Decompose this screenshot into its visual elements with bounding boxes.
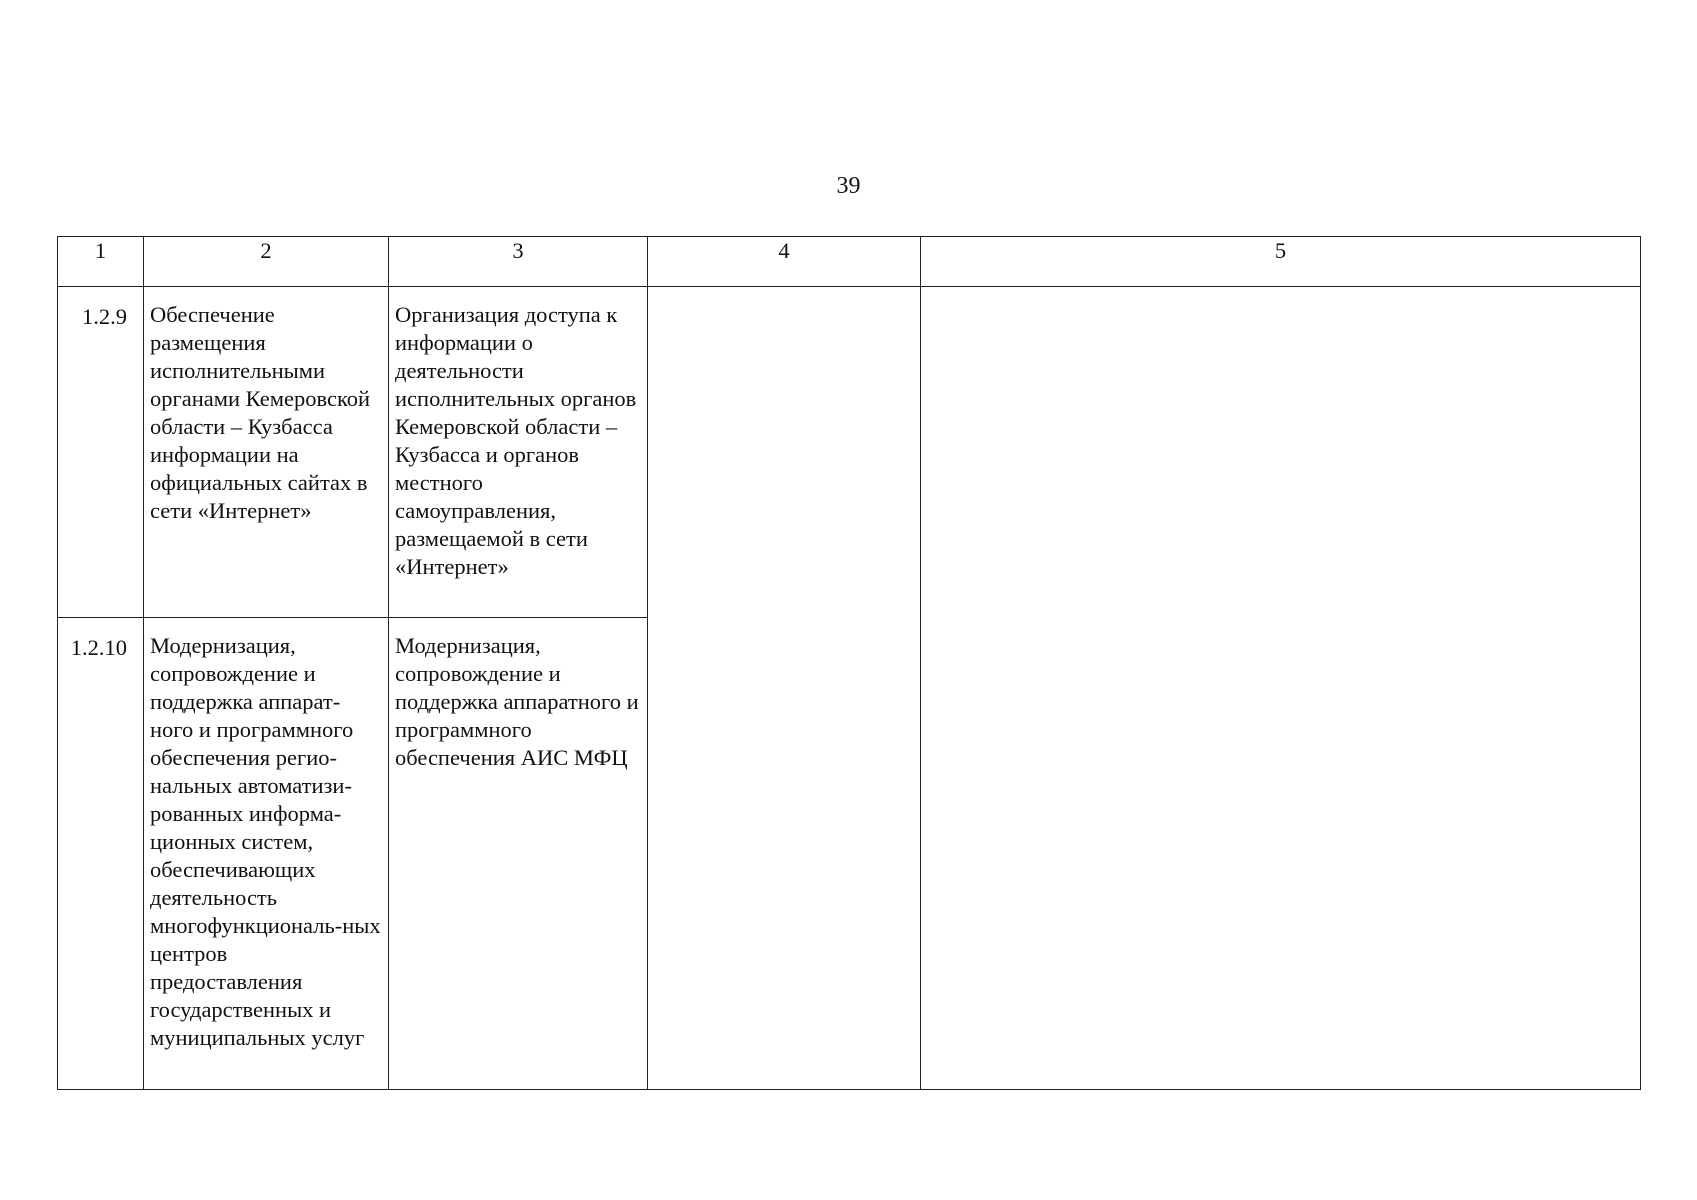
column-header-1: 1: [58, 237, 144, 287]
column-header-3: 3: [389, 237, 648, 287]
column-5-cell: [921, 287, 1641, 1090]
column-header-2: 2: [144, 237, 389, 287]
page-number: 39: [836, 173, 861, 199]
column-header-4: 4: [648, 237, 921, 287]
measure-name: Модернизация, сопровождение и поддержка аппарат-ного и программного обеспечения регио-нальных автоматизи-рованных информа-ционных систем, обеспечивающих деятельность многофункциональ-ных центров предоставления государственных и муниципальных услуг: [144, 618, 389, 1090]
column-header-5: 5: [921, 237, 1641, 287]
measure-content: Организация доступа к информации о деятельности исполнительных органов Кемеровской области – Кузбасса и органов местного самоуправления, размещаемой в сети «Интернет»: [389, 287, 648, 618]
table-row: [58, 287, 1641, 618]
column-4-cell: [648, 287, 921, 1090]
row-number: 1.2.9: [58, 287, 144, 618]
measures-table: [57, 236, 1641, 1090]
row-number: 1.2.10: [58, 618, 144, 1090]
table-header-row: [58, 237, 1641, 287]
measure-name: Обеспечение размещения исполнительными органами Кемеровской области – Кузбасса информации на официальных сайтах в сети «Интернет»: [144, 287, 389, 618]
measure-content: Модернизация, сопровождение и поддержка аппаратного и программного обеспечения АИС МФЦ: [389, 618, 648, 1090]
